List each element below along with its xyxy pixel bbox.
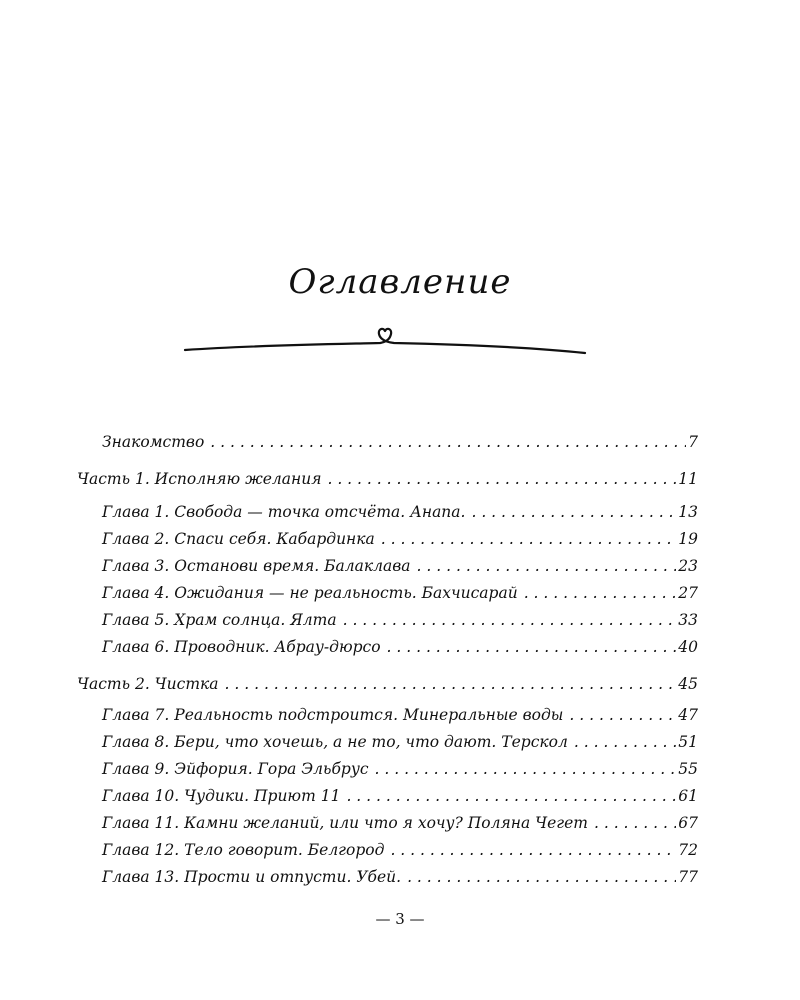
toc-entry-chapter-9[interactable] — [102, 757, 698, 781]
toc-entry-label: Глава 10. Чудики. Приют 11 — [102, 787, 341, 805]
toc-entry-label: Часть 2. Чистка — [77, 675, 219, 693]
page-title: Оглавление — [288, 262, 512, 302]
dot-leader — [343, 608, 677, 632]
heart-divider-ornament — [180, 312, 600, 362]
toc-entry-chapter-7[interactable] — [102, 703, 698, 727]
dot-leader — [375, 757, 677, 781]
toc-entry-chapter-11[interactable] — [102, 811, 698, 835]
toc-entry-label: Глава 8. Бери, что хочешь, а не то, что дают. Терскол — [102, 733, 568, 751]
toc-entry-page: 11 — [678, 470, 698, 488]
toc-entry-page: 33 — [678, 611, 698, 629]
toc-entry-chapter-5[interactable] — [102, 608, 698, 632]
toc-entry-chapter-4[interactable] — [102, 581, 698, 605]
toc-entry-label: Глава 9. Эйфория. Гора Эльбрус — [102, 760, 369, 778]
dot-leader — [574, 730, 676, 754]
toc-entry-label: Глава 5. Храм солнца. Ялта — [102, 611, 337, 629]
dot-leader — [417, 554, 677, 578]
dot-leader — [327, 467, 676, 491]
dot-leader — [569, 703, 676, 727]
page-number: — 3 — — [375, 910, 425, 928]
toc-entry-label: Глава 6. Проводник. Абрау-дюрсо — [102, 638, 381, 656]
toc-entry-label: Глава 2. Спаси себя. Кабардинка — [102, 530, 375, 548]
dot-leader — [210, 430, 686, 454]
toc-entry-label: Глава 7. Реальность подстроится. Минеральные воды — [102, 706, 564, 724]
toc-entry-page: 61 — [678, 787, 698, 805]
dot-leader — [594, 811, 676, 835]
dot-leader — [390, 838, 676, 862]
toc-entry-chapter-6[interactable] — [102, 635, 698, 659]
toc-entry-chapter-3[interactable] — [102, 554, 698, 578]
toc-entry-page: 40 — [678, 638, 698, 656]
dot-leader — [471, 500, 676, 524]
dot-leader — [225, 672, 677, 696]
toc-entry-page: 77 — [678, 868, 698, 886]
toc-entry-page: 23 — [678, 557, 698, 575]
toc-entry-page: 7 — [688, 433, 698, 451]
dot-leader — [524, 581, 677, 605]
toc-entry-page: 27 — [678, 584, 698, 602]
toc-entry-chapter-13[interactable] — [102, 865, 698, 889]
toc-entry-label: Знакомство — [102, 433, 205, 451]
toc-entry-part-1[interactable] — [77, 467, 698, 491]
toc-entry-page: 55 — [678, 760, 698, 778]
toc-entry-chapter-10[interactable] — [102, 784, 698, 808]
toc-entry-label: Часть 1. Исполняю желания — [77, 470, 322, 488]
toc-entry-label: Глава 12. Тело говорит. Белгород — [102, 841, 385, 859]
toc-entry-chapter-1[interactable] — [102, 500, 698, 524]
toc-entry-page: 47 — [678, 706, 698, 724]
toc-entry-label: Глава 1. Свобода — точка отсчёта. Анапа. — [102, 503, 466, 521]
toc-entry-label: Глава 11. Камни желаний, или что я хочу? Поляна Чегет — [102, 814, 588, 832]
toc-entry-page: 45 — [678, 675, 698, 693]
toc-entry-chapter-12[interactable] — [102, 838, 698, 862]
toc-entry-chapter-8[interactable] — [102, 730, 698, 754]
toc-entry-label: Глава 4. Ожидания — не реальность. Бахчисарай — [102, 584, 518, 602]
dot-leader — [346, 784, 676, 808]
dot-leader — [407, 865, 676, 889]
toc-entry-label: Глава 3. Останови время. Балаклава — [102, 557, 411, 575]
toc-entry-page: 13 — [678, 503, 698, 521]
toc-entry-part-2[interactable] — [77, 672, 698, 696]
toc-entry-page: 72 — [678, 841, 698, 859]
toc-entry-chapter-2[interactable] — [102, 527, 698, 551]
toc-entry-label: Глава 13. Прости и отпусти. Убей. — [102, 868, 402, 886]
toc-entry-page: 51 — [678, 733, 698, 751]
toc-entry-intro[interactable] — [102, 430, 698, 454]
dot-leader — [387, 635, 677, 659]
toc-entry-page: 67 — [678, 814, 698, 832]
dot-leader — [381, 527, 677, 551]
toc-entry-page: 19 — [678, 530, 698, 548]
